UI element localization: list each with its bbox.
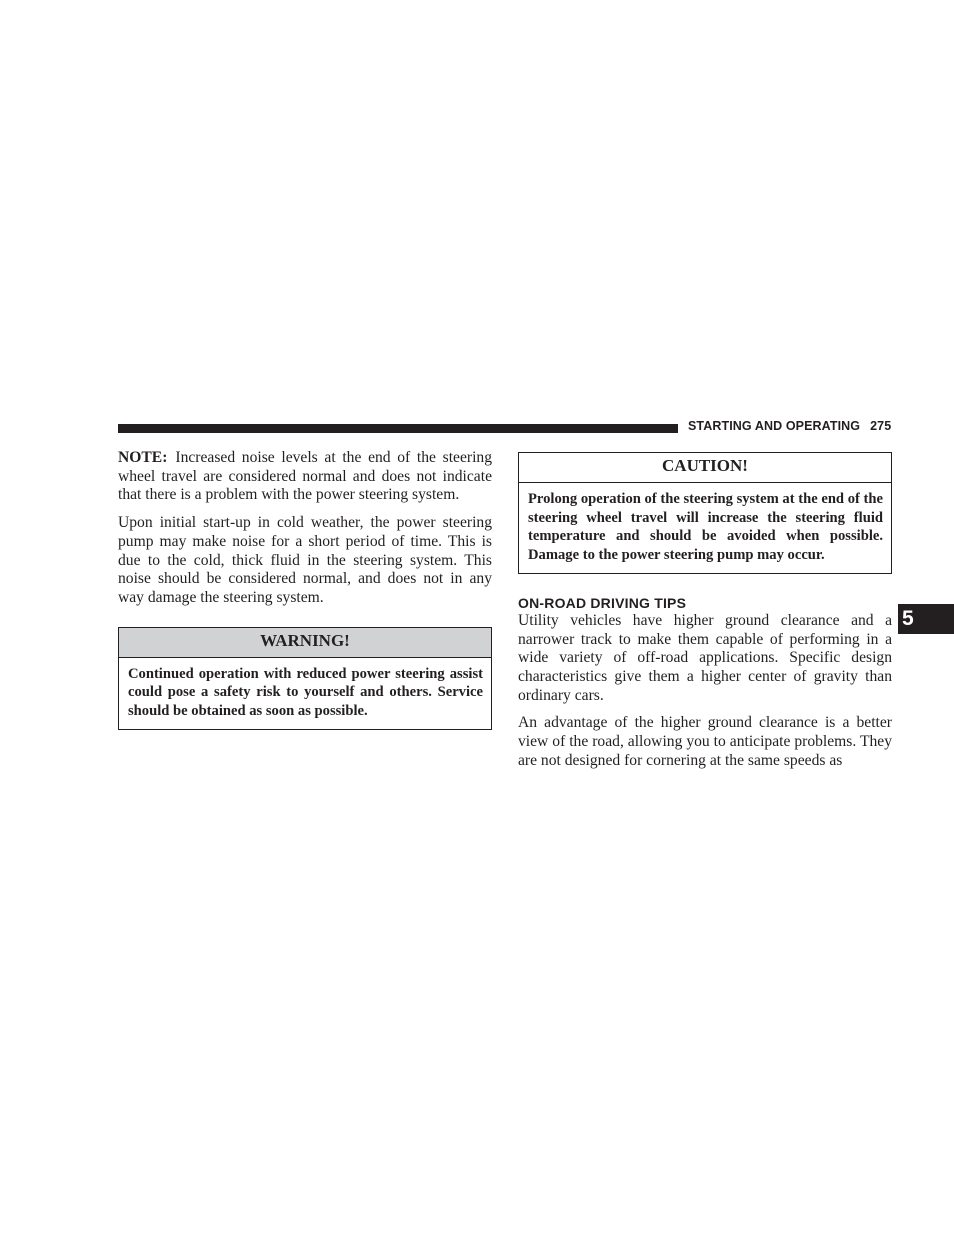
warning-title: WARNING! — [119, 628, 491, 658]
warning-body: Continued operation with reduced power steering assist could pose a safety risk to yourself and others. Service should be obtained as soon as possible. — [128, 665, 483, 720]
section-heading: ON-ROAD DRIVING TIPS — [518, 594, 687, 611]
ground-clearance-paragraph: An advantage of the higher ground clearance is a better view of the road, allowing you to anticipate problems. They are not designed for cornering at the same speeds as — [518, 714, 892, 769]
chapter-tab: 5 — [898, 604, 954, 634]
cold-weather-paragraph: Upon initial start-up in cold weather, the power steering pump may make noise for a short period of time. This is due to the cold, thick fluid in the steering system. This noise should be considered normal, and does not in any way damage the steering system. — [118, 514, 492, 606]
warning-box — [118, 627, 492, 730]
caution-body: Prolong operation of the steering system at the end of the steering wheel travel will increase the steering fluid temperature and should be avoided when possible. Damage to the power steering pump may occur. — [528, 491, 883, 564]
running-header — [688, 419, 891, 433]
note-paragraph — [118, 449, 492, 505]
utility-vehicles-paragraph: Utility vehicles have higher ground clearance and a narrower track to make them capable of performing in a wide variety of off-road applications. Specific design characteristics give them a higher center of gravity than ordinary cars. — [518, 611, 892, 704]
note-text: Increased noise levels at the end of the steering wheel travel are considered normal and does not indicate that there is a problem with the power steering system. — [118, 449, 492, 504]
caution-box — [518, 452, 892, 574]
left-column — [118, 449, 492, 730]
header-rule — [118, 424, 678, 433]
page-number: 275 — [870, 419, 892, 433]
caution-title: CAUTION! — [519, 453, 891, 483]
section-title: STARTING AND OPERATING — [688, 419, 861, 433]
note-label: NOTE: — [118, 449, 168, 466]
right-column — [518, 452, 892, 779]
